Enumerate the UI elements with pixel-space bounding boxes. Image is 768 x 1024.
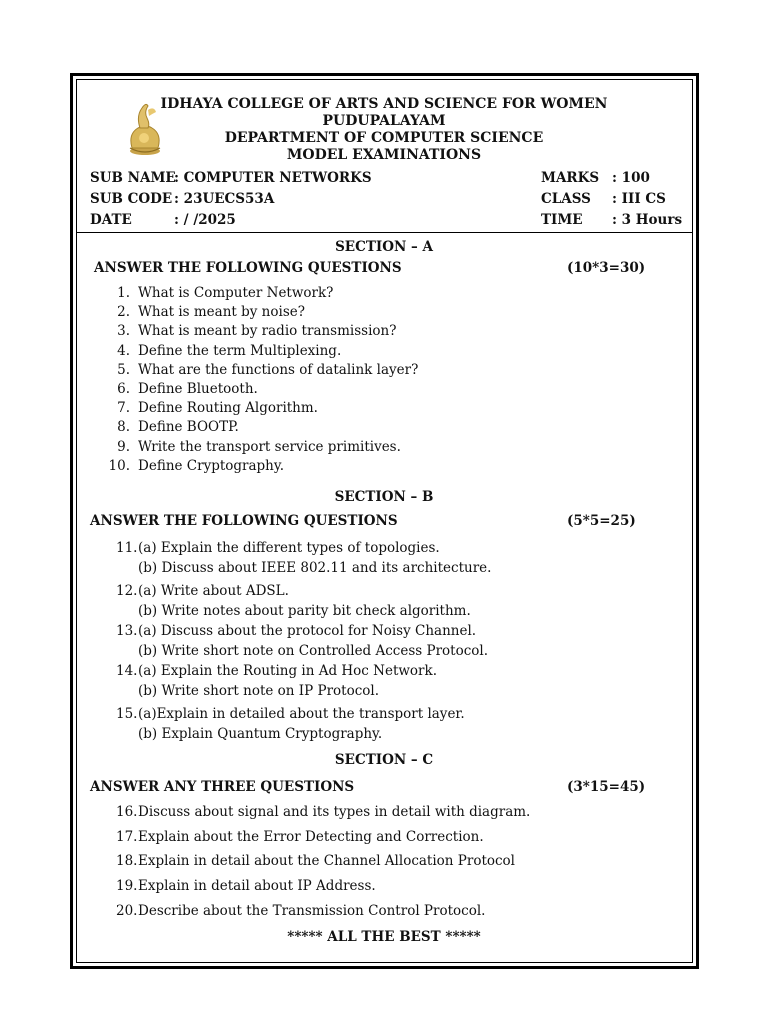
question-number: 1. bbox=[117, 285, 130, 301]
question-part-b: (b) Write short note on Controlled Access Protocol. bbox=[138, 643, 489, 659]
question-part-a: (a) Discuss about the protocol for Noisy Channel. bbox=[138, 623, 477, 639]
section-b-title: SECTION – B bbox=[334, 489, 434, 505]
sub-name-value: : COMPUTER NETWORKS bbox=[174, 170, 372, 186]
question-text: Define Bluetooth. bbox=[138, 381, 258, 397]
question-text: Explain in detail about IP Address. bbox=[138, 878, 376, 895]
question-number: 6. bbox=[117, 381, 130, 397]
time-value: : 3 Hours bbox=[612, 212, 683, 228]
section-a-instruction: ANSWER THE FOLLOWING QUESTIONS bbox=[94, 260, 402, 276]
question-number: 8. bbox=[117, 419, 130, 436]
class-label: CLASS bbox=[541, 191, 591, 207]
question-number: 9. bbox=[117, 438, 130, 455]
marks-label: MARKS bbox=[541, 170, 600, 186]
question-number: 4. bbox=[117, 342, 130, 359]
section-c-marks: (3*15=45) bbox=[567, 779, 646, 795]
college-name: IDHAYA COLLEGE OF ARTS AND SCIENCE FOR WOMEN bbox=[160, 96, 608, 112]
question-text: What are the functions of datalink layer? bbox=[138, 361, 419, 378]
question-text: What is Computer Network? bbox=[138, 285, 334, 301]
class-value: : III CS bbox=[612, 191, 666, 207]
question-number: 20. bbox=[116, 902, 138, 919]
header-divider bbox=[77, 232, 692, 233]
footer-message: ***** ALL THE BEST ***** bbox=[287, 929, 481, 945]
marks-value: : 100 bbox=[612, 170, 650, 186]
sub-code-value: : 23UECS53A bbox=[174, 191, 275, 207]
department-name: DEPARTMENT OF COMPUTER SCIENCE bbox=[224, 130, 544, 146]
question-text: Define Routing Algorithm. bbox=[138, 400, 318, 417]
question-text: Describe about the Transmission Control Protocol. bbox=[138, 902, 486, 919]
section-c-instruction: ANSWER ANY THREE QUESTIONS bbox=[90, 779, 355, 795]
sub-name-label: SUB NAME bbox=[90, 170, 176, 186]
question-part-a: (a)Explain in detailed about the transport layer. bbox=[138, 706, 465, 722]
question-number: 19. bbox=[116, 878, 138, 895]
question-text: Explain about the Error Detecting and Correction. bbox=[138, 828, 484, 845]
date-label: DATE bbox=[90, 212, 132, 228]
college-place: PUDUPALAYAM bbox=[322, 113, 446, 129]
question-text: What is meant by noise? bbox=[138, 304, 305, 321]
exam-title: MODEL EXAMINATIONS bbox=[286, 147, 482, 163]
question-number: 7. bbox=[117, 400, 130, 417]
date-value: : / /2025 bbox=[174, 212, 236, 228]
question-number: 14. bbox=[116, 663, 138, 679]
question-number: 3. bbox=[117, 323, 130, 340]
question-part-b: (b) Write notes about parity bit check algorithm. bbox=[138, 603, 471, 619]
question-part-b: (b) Explain Quantum Cryptography. bbox=[138, 726, 383, 742]
question-text: What is meant by radio transmission? bbox=[138, 323, 397, 340]
question-part-b: (b) Write short note on IP Protocol. bbox=[138, 683, 379, 699]
question-part-b: (b) Discuss about IEEE 802.11 and its architecture. bbox=[138, 560, 492, 576]
question-number: 12. bbox=[116, 583, 138, 599]
section-c-title: SECTION – C bbox=[334, 752, 434, 768]
question-text: Define the term Multiplexing. bbox=[138, 342, 342, 359]
section-b-marks: (5*5=25) bbox=[567, 513, 636, 529]
question-text: Define BOOTP. bbox=[138, 419, 239, 436]
sub-code-label: SUB CODE bbox=[90, 191, 173, 207]
time-label: TIME bbox=[541, 212, 583, 228]
section-b-instruction: ANSWER THE FOLLOWING QUESTIONS bbox=[90, 513, 398, 529]
question-number: 10. bbox=[108, 457, 130, 474]
section-a-marks: (10*3=30) bbox=[567, 260, 646, 276]
question-text: Discuss about signal and its types in detail with diagram. bbox=[138, 804, 531, 820]
question-part-a: (a) Explain the different types of topologies. bbox=[138, 540, 440, 556]
question-number: 15. bbox=[116, 706, 138, 722]
question-number: 2. bbox=[117, 304, 130, 321]
question-number: 13. bbox=[116, 623, 138, 639]
question-text: Define Cryptography. bbox=[138, 457, 285, 474]
question-text: Explain in detail about the Channel Allocation Protocol bbox=[138, 853, 516, 870]
section-a-title: SECTION – A bbox=[335, 239, 433, 255]
question-number: 17. bbox=[116, 828, 138, 845]
question-number: 11. bbox=[116, 540, 138, 556]
question-number: 5. bbox=[117, 361, 130, 378]
question-part-a: (a) Write about ADSL. bbox=[138, 583, 289, 599]
question-part-a: (a) Explain the Routing in Ad Hoc Network. bbox=[138, 663, 437, 679]
question-text: Write the transport service primitives. bbox=[138, 438, 401, 455]
question-number: 16. bbox=[116, 804, 138, 820]
question-number: 18. bbox=[116, 853, 138, 870]
